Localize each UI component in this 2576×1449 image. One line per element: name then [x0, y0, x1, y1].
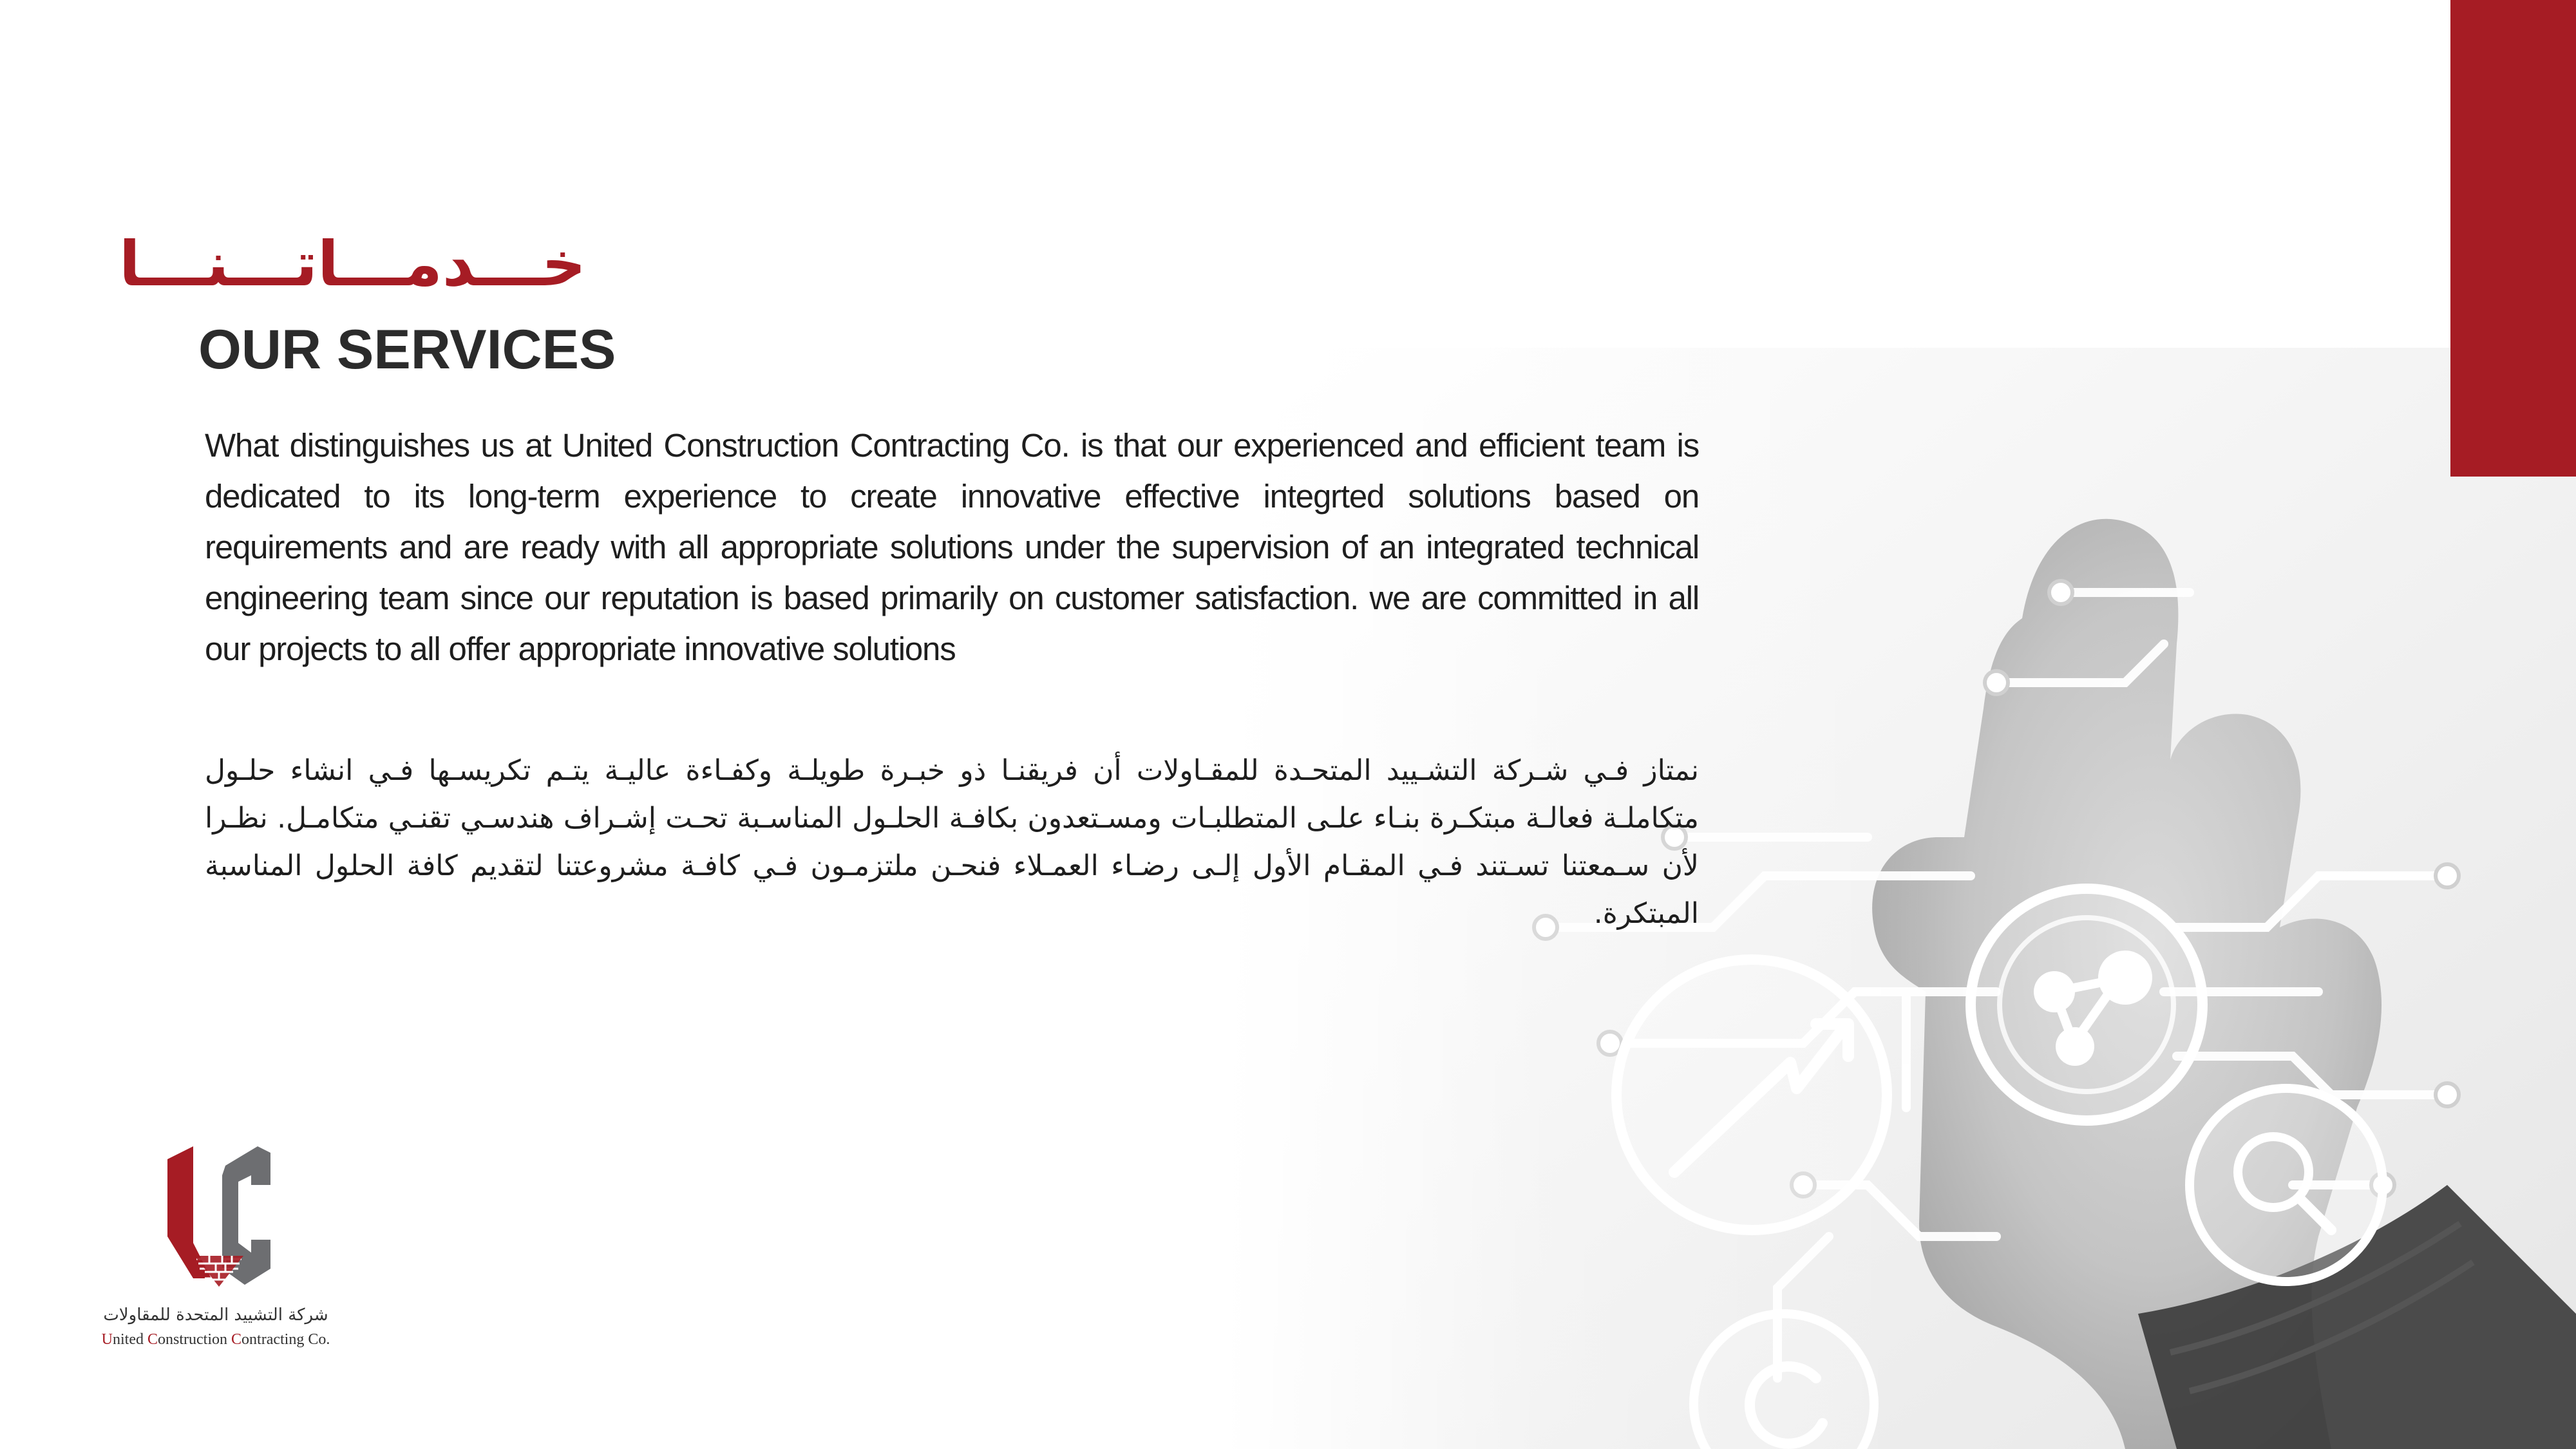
logo-word: onstruction — [158, 1331, 232, 1348]
company-logo — [90, 1146, 348, 1365]
logo-name-arabic: شركة التشييد المتحدة للمقاولات — [103, 1305, 328, 1325]
description-english: What distinguishes us at United Construction Contracting Co. is that our experienced and efficient team is dedicated to its long-term experience to create innovative effective integrted solutions based on requirements and are ready with all appropriate solutions under the supervision of an integrated technical engineering team since our reputation is based primarily on customer satisfaction. we are committed in all our projects to all offer appropriate innovative solutions — [205, 427, 1699, 667]
logo-name-english — [90, 1330, 341, 1349]
description-arabic: نمتاز فـي شـركة التشـييد المتحـدة للمقـاولات أن فريقنـا ذو خبـرة طويلـة وكفـاءة عاليـة يتـم تكريسـها فـي انشاء حلـول متكاملـة فعالـة مبتكـرة بنـاء علـى المتطلبـات ومسـتعدون بكافـة الحلـول المناسـبة تحـت إشـراف هندسـي تقنـي متكامـل. نظـرا لأن سـمعتنا تسـتند فـي المقـام الأول إلـى رضـاء العمـلاء فنحـن ملتزمـون فـي كافـة مشروعتنا لتقديم كافة الحلول المناسبة المبتكرة. — [205, 754, 1699, 930]
logo-initial: C — [231, 1331, 242, 1348]
page-title-arabic: خـــدمـــاتـــنـــا — [118, 228, 586, 300]
uc-logo-icon — [161, 1146, 277, 1288]
logo-initial: C — [147, 1331, 158, 1348]
share-network-icon — [1971, 889, 2202, 1121]
logo-word: ontracting Co. — [242, 1331, 330, 1348]
accent-bar — [2450, 0, 2576, 477]
magnifier-icon — [2190, 1088, 2383, 1282]
page-title: OUR SERVICES — [198, 319, 616, 381]
logo-initial: U — [101, 1331, 113, 1348]
logo-word: nited — [113, 1331, 147, 1348]
